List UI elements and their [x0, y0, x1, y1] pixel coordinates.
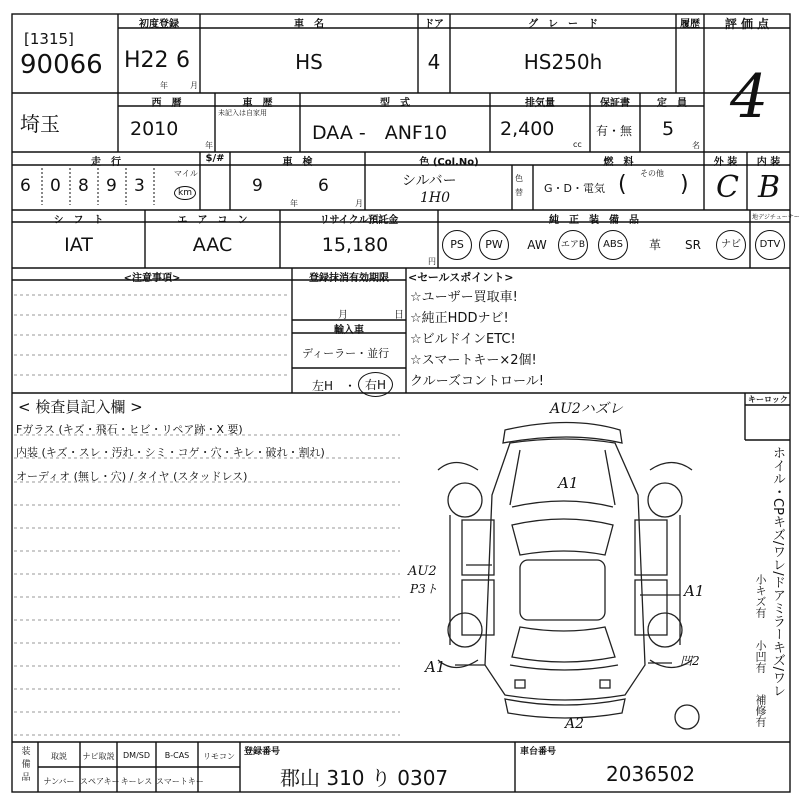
equip-pw: PW: [479, 230, 509, 260]
mark-left-rear: A1: [425, 658, 446, 676]
mark-left-door-2: P3ト: [410, 582, 438, 596]
shift-value: IAT: [64, 234, 93, 256]
item-smart-key: スマートキー: [156, 777, 204, 786]
vertical-note-4: 補修有: [754, 694, 767, 727]
keylock-label: キーロック: [748, 395, 788, 404]
model-year-unit: 年: [205, 141, 213, 150]
fuel-other: その他: [640, 169, 664, 178]
car-damage-diagram: [400, 395, 745, 740]
item-plate: ナンバー: [43, 777, 75, 786]
equip-airbag: エアB: [558, 230, 588, 260]
car-name-label: 車 名: [294, 19, 324, 30]
mark-front-bumper: AU2ハズレ: [550, 401, 623, 417]
year-label: 西 暦: [151, 98, 182, 109]
mark-left-door: AU2: [408, 564, 437, 579]
score-value: 4: [730, 62, 769, 132]
reg-deadline-month: 月: [338, 310, 348, 321]
exterior-grade: C: [716, 170, 739, 205]
inspector-line-3: オーディオ (無し・穴) / タイヤ (スタッドレス): [16, 470, 248, 483]
item-manual: 取説: [51, 752, 67, 761]
car-name: HS: [295, 50, 323, 74]
inspector-title: < 検査員記入欄 >: [18, 398, 143, 416]
chassis-number: 2036502: [606, 762, 696, 786]
first-reg-month: 6: [176, 48, 190, 73]
plate-label: 登録番号: [244, 747, 281, 757]
tuner-label: 地デジチューナー: [752, 214, 800, 221]
color-code: 1H0: [420, 190, 451, 206]
import-value: ディーラー・並行: [302, 347, 390, 360]
inspection-month: 6: [318, 176, 329, 196]
mileage-digit-3: 8: [78, 176, 89, 196]
unit-km: km: [174, 186, 196, 200]
inspection-year: 9: [252, 176, 263, 196]
mark-right-door: A1: [684, 582, 705, 600]
sales-point-1: ☆ユーザー買取車!: [410, 290, 518, 305]
vertical-note-3: 小凹有: [754, 640, 767, 673]
car-history-label: 車 歴: [242, 98, 273, 109]
model-code: DAA - ANF10: [312, 122, 448, 144]
equip-navi: ナビ: [716, 230, 746, 260]
mark-rear-bumper: A2: [565, 716, 585, 732]
mileage-digit-2: 0: [50, 176, 61, 196]
recycle-fee: 15,180: [321, 234, 389, 256]
equip-aw: AW: [527, 238, 547, 252]
door-count: 4: [427, 50, 441, 74]
exterior-label: 外 装: [713, 157, 738, 168]
import-label: 輸入車: [334, 325, 364, 336]
capacity-label: 定 員: [657, 98, 687, 109]
mark-right-rear: 凹2: [680, 654, 700, 668]
equip-ps: PS: [442, 230, 472, 260]
mileage-digit-1: 6: [20, 176, 31, 196]
item-keyless: キーレス: [120, 777, 153, 786]
equip-sunroof: SR: [685, 238, 701, 252]
fuel-value: G・D・電気: [544, 182, 605, 195]
score-label: 評 価 点: [724, 17, 770, 31]
reg-deadline-day: 日: [394, 310, 404, 321]
item-dm-sd: DM/SD: [123, 751, 150, 760]
first-reg-era: H22: [124, 48, 169, 73]
inspector-line-2: 内装 (キズ・スレ・汚れ・シミ・コゲ・穴・キレ・破れ・割れ): [16, 446, 325, 459]
sales-point-2: ☆純正HDDナビ!: [410, 311, 509, 326]
mileage-digit-4: 9: [106, 176, 117, 196]
items-label: 装 備 品: [21, 747, 31, 783]
mileage-label: 走 行: [91, 157, 121, 168]
sales-label: <セールスポイント>: [408, 271, 514, 284]
color-label: 色 (Col.No): [419, 157, 479, 168]
item-bcas: B-CAS: [164, 751, 190, 760]
sales-point-4: ☆スマートキー×2個!: [410, 353, 537, 368]
history-label: 履歴: [680, 19, 700, 30]
mileage-digit-5: 3: [134, 176, 145, 196]
equip-abs: ABS: [598, 230, 628, 260]
capacity: 5: [662, 118, 675, 140]
model-code-label: 型 式: [380, 98, 410, 109]
inspector-line-1: Fガラス (キズ・飛石・ヒビ・リペア跡・X 要): [16, 423, 243, 436]
handle-dot: ・: [344, 379, 357, 393]
lot-number: 90066: [20, 50, 103, 80]
item-spare-key: スペアキー: [80, 777, 120, 786]
handle-right: 右H: [358, 372, 393, 397]
grade-label: グ レ ー ド: [528, 19, 598, 30]
handle-left: 左H: [312, 379, 334, 393]
displacement-unit: cc: [573, 140, 582, 149]
mark-hood: A1: [558, 474, 579, 492]
repaint-label: 色替: [515, 174, 523, 197]
ac-label: エ ア コ ン: [177, 215, 248, 226]
interior-label: 内 装: [756, 157, 781, 168]
equipment-label: 純 正 装 備 品: [549, 215, 639, 226]
ac-value: AAC: [192, 234, 233, 256]
sales-point-5: クルーズコントロール!: [410, 374, 544, 389]
equip-dtv: DTV: [755, 230, 785, 260]
region: 埼玉: [20, 112, 60, 136]
item-navi-manual: ナビ取説: [82, 752, 115, 761]
warranty-label: 保証書: [600, 98, 630, 109]
car-history-note: 未記入は自家用: [218, 109, 267, 117]
sflag-label: $/#: [205, 153, 225, 164]
plate-number: 郡山 310 り 0307: [280, 766, 449, 790]
chassis-label: 車台番号: [520, 747, 557, 757]
model-year: 2010: [130, 118, 179, 140]
inspection-label: 車 検: [282, 157, 313, 168]
item-remote: リモコン: [203, 752, 235, 761]
first-reg-month-unit: 月: [190, 81, 198, 90]
grade: HS250h: [523, 50, 603, 74]
door-label: ドア: [424, 19, 444, 30]
recycle-label: リサイクル預託金: [319, 215, 399, 226]
sales-point-3: ☆ビルドインETC!: [410, 332, 516, 347]
inspection-month-unit: 月: [355, 199, 363, 208]
first-reg-label: 初度登録: [139, 19, 179, 30]
reg-deadline-label: 登録抹消有効期限: [309, 273, 389, 284]
unit-mile: マイル: [174, 169, 198, 178]
first-reg-year-unit: 年: [160, 81, 168, 90]
displacement: 2,400: [500, 118, 555, 140]
displacement-label: 排気量: [525, 98, 555, 109]
recycle-unit: 円: [428, 257, 436, 266]
color-value: シルバー: [402, 173, 457, 189]
equip-leather: 革: [648, 238, 661, 252]
fuel-label: 燃 料: [603, 157, 634, 168]
shift-label: シ フ ト: [53, 215, 104, 226]
caution-label: <注意事項>: [123, 273, 181, 284]
inspection-year-unit: 年: [290, 199, 298, 208]
capacity-unit: 名: [692, 141, 700, 150]
lot-box: [1315]: [24, 30, 74, 48]
vertical-note-2: 小キズ有: [754, 574, 767, 618]
interior-grade: B: [758, 170, 781, 205]
vertical-note-1: ホイル・CPキズ/ワレ/ドアミラーキズ/ワレ: [770, 446, 785, 698]
warranty-value: 有・無: [596, 124, 633, 138]
